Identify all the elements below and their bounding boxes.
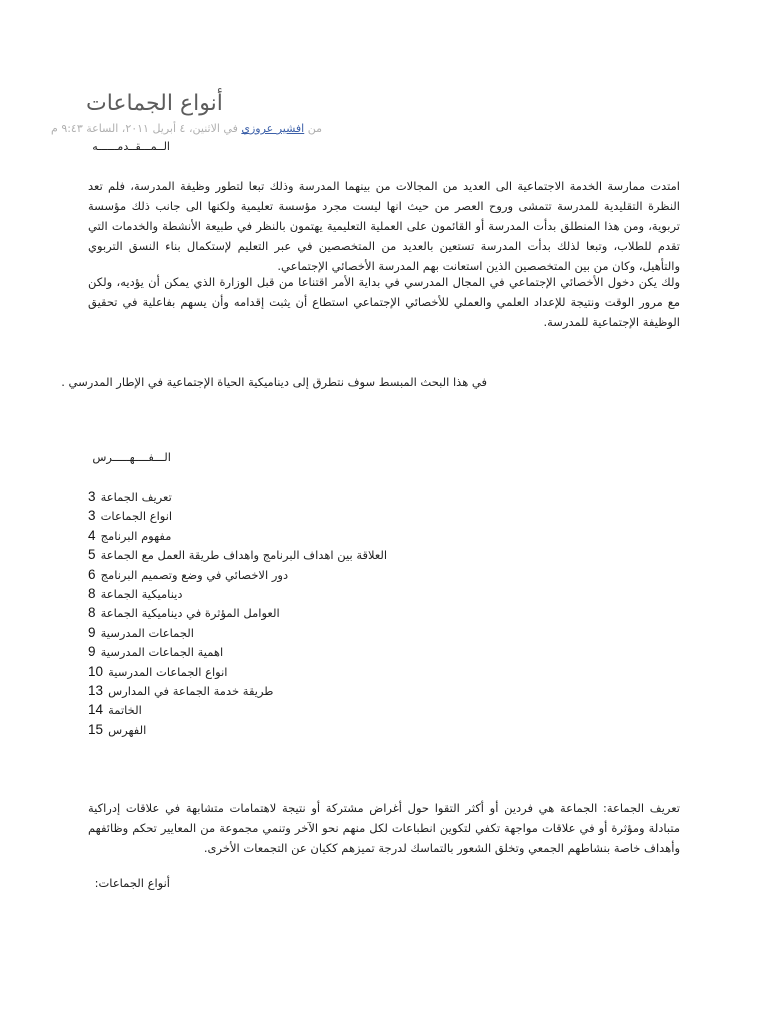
- meta-date: في الاثنين، ٤ أبريل ٢٠١١، الساعة ٩:٤٣ م: [51, 122, 238, 135]
- toc-item: [88, 486, 387, 505]
- toc-item: [88, 622, 387, 641]
- intro-paragraph-2: ولك يكن دخول الأخصائي الإجتماعي في المجال المدرسي في بداية الأمر اقتناعا من قبل الوزارة الذي يمكن أن يؤديه، ولكن مع مرور الوقت ونتيجة للإعداد العلمي والعملي للأخصائي الإجتماعي استطاع أن يثبت إقدامه وأن يسهم بفاعلية في تحقيق الوظيفة الإجتماعية للمدرسة.: [88, 275, 680, 329]
- index-heading: الـــفــــهـــــرس: [92, 450, 171, 464]
- definition-paragraph: تعريف الجماعة: الجماعة هي فردين أو أكثر التقوا حول أغراض مشتركة أو نتيجة لاهتمامات متشابهة في علاقات إدراكية متبادلة ومؤثرة أو في علاقات مواجهة تكفي لتكوين انطباعات لكل منهم نحو الآخر وتنمي مجموعة من المعايير تحكم وظائفهم وأهداف خاصة بنشاطهم الجمعي وتخلق الشعور بالتماسك لدرجة تميزهم ككيان عن التجمعات الأخرى.: [88, 801, 680, 855]
- toc-item: [88, 680, 387, 699]
- table-of-contents: [88, 486, 387, 738]
- toc-item-label: مفهوم البرنامج: [100, 528, 172, 543]
- toc-item-page: 3: [88, 489, 96, 504]
- toc-item-page: 9: [88, 644, 96, 660]
- toc-item: [88, 564, 387, 583]
- toc-item-label: ديناميكية الجماعة: [100, 586, 183, 601]
- toc-item-label: دور الاخصائي في وضع وتصميم البرنامج: [100, 567, 289, 582]
- toc-item-label: تعريف الجماعة: [100, 490, 172, 504]
- toc-item: [88, 719, 387, 738]
- meta-prefix: من: [307, 122, 322, 135]
- toc-item-page: 10: [88, 663, 104, 679]
- toc-item-page: 6: [88, 566, 96, 582]
- toc-item-page: 13: [88, 682, 104, 698]
- toc-item: [88, 525, 387, 544]
- toc-item: [88, 699, 387, 718]
- toc-item-page: 8: [88, 585, 96, 601]
- toc-item-label: الجماعات المدرسية: [100, 625, 194, 640]
- toc-item-page: 4: [88, 527, 96, 543]
- toc-item-label: انواع الجماعات المدرسية: [108, 664, 228, 679]
- toc-item-label: اهمية الجماعات المدرسية: [100, 645, 224, 660]
- toc-item: [88, 505, 387, 524]
- toc-item-page: 14: [88, 702, 104, 718]
- intro-heading: الــمـــقــدمــــــه: [92, 140, 170, 153]
- toc-item: [88, 641, 387, 660]
- toc-item: [88, 602, 387, 621]
- author-link[interactable]: افشير عروزي: [241, 122, 305, 135]
- toc-item-page: 9: [88, 624, 96, 640]
- toc-item: [88, 544, 387, 563]
- toc-item-page: 3: [88, 508, 96, 524]
- toc-item: [88, 661, 387, 680]
- toc-item-label: الفهرس: [108, 722, 147, 737]
- toc-item-label: انواع الجماعات: [100, 509, 173, 524]
- toc-item-page: 5: [88, 547, 96, 563]
- article-title: أنواع الجماعات: [86, 91, 223, 116]
- intro-paragraph-1: امتدت ممارسة الخدمة الاجتماعية الى العديد من المجالات من بينهما المدرسة وذلك تبعا لتطور وظيفة المدرسة، فلم تعد النظرة التقليدية للمدرسة تتمشى وروح العصر من حيث انها ليست مجرد مؤسسة تعليمية ولكنها الى جانب ذلك مؤسسة تربوية، ومن هذا المنطلق بدأت المدرسة أو القائمون على العملية التعليمية يهتمون بالنظر في طبيعة الأنشطة والخدمات التي تقدم للطلاب، وتبعا لذلك بدأت المدرسة تستعين بالعديد من المتخصصين في عبر التعليم لإستكمال بناء النسق التربوي والتأهيل، وكان من بين المتخصصين الذين استعانت بهم المدرسة الأخصائي الإجتماعي.: [88, 179, 680, 273]
- post-meta: [51, 122, 322, 135]
- toc-item-label: العلاقة بين اهداف البرنامج واهداف طريقة العمل مع الجماعة: [100, 548, 388, 563]
- toc-item-page: 15: [88, 721, 104, 737]
- types-heading: أنواع الجماعات:: [94, 876, 170, 890]
- toc-item-label: العوامل المؤثرة في ديناميكية الجماعة: [100, 606, 280, 621]
- intro-paragraph-3: في هذا البحث المبسط سوف نتطرق إلى ديناميكية الحياة الإجتماعية في الإطار المدرسي .: [61, 375, 487, 389]
- toc-item-label: طريقة خدمة الجماعة في المدارس: [108, 683, 274, 698]
- toc-item-page: 8: [88, 605, 96, 621]
- toc-item: [88, 583, 387, 602]
- toc-item-label: الخاتمة: [108, 703, 142, 718]
